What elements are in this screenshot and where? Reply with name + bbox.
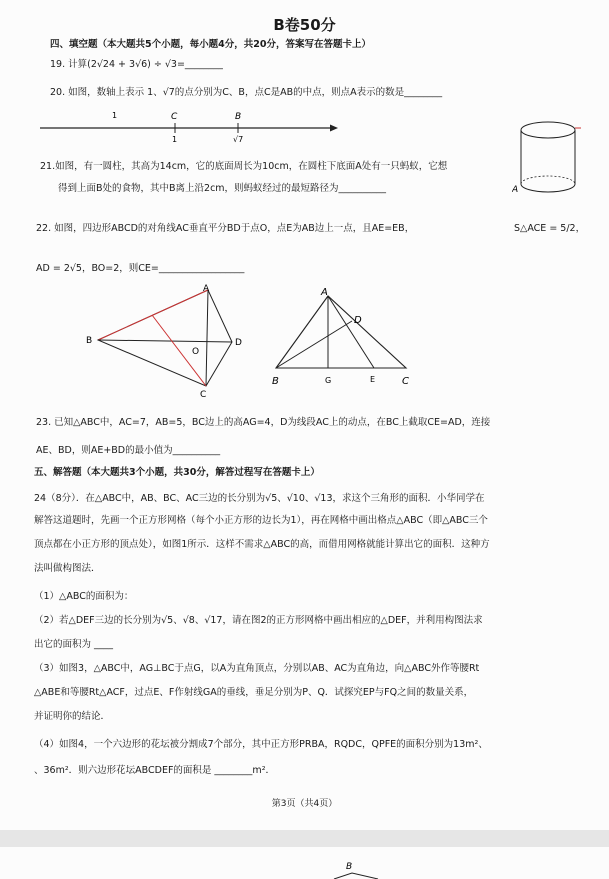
next-page-edge	[0, 847, 609, 879]
question-24-line1: 24（8分）．在△ABC中，AB、BC、AC三边的长分别为√5、√10、√13，求这个三角形的面积．小华同学在	[34, 493, 485, 504]
part-3-line2: △ABE和等腰Rt△ACF，过点E、F作射线GA的垂线，垂足分别为P、Q．试探究EP与FQ之间的数量关系，	[34, 687, 474, 698]
cylinder-label-a: A	[512, 185, 519, 195]
page-footer: 第3页（共4页）	[271, 799, 338, 809]
part-4-line2: 、36m²．则六边形花坛ABCDEF的面积是 ________m²．	[34, 765, 275, 776]
question-21-line2: 得到上面B处的食物，其中B离上沿2cm，则蚂蚁经过的最短路径为__________	[58, 183, 387, 194]
question-22-area: S△ACE = 5/2，	[514, 223, 586, 234]
part-1: （1）△ABC的面积为：	[34, 591, 134, 602]
next-page-label-b: B	[346, 862, 353, 872]
question-24-line3: 顶点都在小正方形的顶点处），如图1所示．这样不需求△ABC的高，而借用网格就能计算出它的面积．这种方	[34, 539, 490, 550]
part-2-line1: （2）若△DEF三边的长分别为√5、√8、√17，请在图2的正方形网格中画出相应的△DEF，并利用构图法求	[34, 615, 483, 626]
tick-label-1: 1	[112, 111, 118, 120]
question-22-line1: 22. 如图，四边形ABCD的对角线AC垂直平分BD于点O，点E为AB边上一点，且AE=EB，	[36, 223, 415, 234]
tri-label-a: A	[321, 287, 328, 298]
tick-label-1-bottom: 1	[172, 135, 178, 144]
quad-label-d: D	[235, 338, 242, 348]
tri-label-g: G	[325, 376, 332, 385]
point-label-c: C	[171, 112, 178, 122]
tri-label-d: D	[354, 315, 362, 326]
quad-label-o: O	[192, 347, 200, 357]
tick-label-sqrt7: √7	[233, 135, 244, 144]
cylinder-figure	[512, 118, 584, 198]
triangle-figure	[266, 286, 426, 394]
tri-label-c: C	[402, 376, 409, 387]
quad-label-a: A	[203, 284, 210, 294]
quadrilateral-figure	[80, 280, 250, 400]
question-24-line2: 解答这道题时，先画一个正方形网格（每个小正方形的边长为1），再在网格中画出格点△ABC（即△ABC三个	[34, 515, 488, 526]
number-line-figure	[40, 108, 340, 148]
tri-label-b: B	[272, 376, 279, 387]
question-19: 19. 计算(2√24 + 3√6) ÷ √3=________	[50, 59, 223, 70]
question-23-line1: 23. 已知△ABC中，AC=7，AB=5，BC边上的高AG=4，D为线段AC上的动点，在BC上截取CE=AD，连接	[36, 417, 491, 428]
question-22-line2: AD = 2√5，BO=2，则CE=__________________	[36, 263, 245, 274]
next-page-figure	[330, 851, 390, 879]
part-4-line1: （4）如图4，一个六边形的花坛被分割成7个部分，其中正方形PRBA，RQDC，QPFE的面积分别为13m²、	[34, 739, 488, 750]
quad-label-c: C	[200, 390, 207, 400]
quad-label-b: B	[86, 336, 93, 346]
question-24-line4: 法叫做构图法．	[34, 563, 101, 574]
part-2-line2: 出它的面积为 ____	[34, 639, 114, 650]
section4-heading: 四、填空题（本大题共5个小题，每小题4分，共20分，答案写在答题卡上）	[50, 39, 371, 50]
part-3-line1: （3）如图3，△ABC中，AG⊥BC于点G，以A为直角顶点，分别以AB、AC为直角边，向△ABC外作等腰Rt	[34, 663, 480, 674]
question-20: 20. 如图，数轴上表示 1、√7的点分别为C、B，点C是AB的中点，则点A表示的数是________	[50, 87, 443, 98]
question-21-line1: 21.如图，有一圆柱，其高为14cm，它的底面周长为10cm，在圆柱下底面A处有一只蚂蚁，它想	[40, 161, 448, 172]
page-title: B卷50分	[273, 16, 336, 34]
tri-label-e: E	[370, 375, 376, 384]
section5-heading: 五、解答题（本大题共3个小题，共30分，解答过程写在答题卡上）	[34, 467, 320, 478]
question-23-line2: AE、BD，则AE+BD的最小值为__________	[36, 445, 221, 456]
point-label-b: B	[235, 112, 242, 122]
part-3-line3: 并证明你的结论．	[34, 711, 111, 722]
